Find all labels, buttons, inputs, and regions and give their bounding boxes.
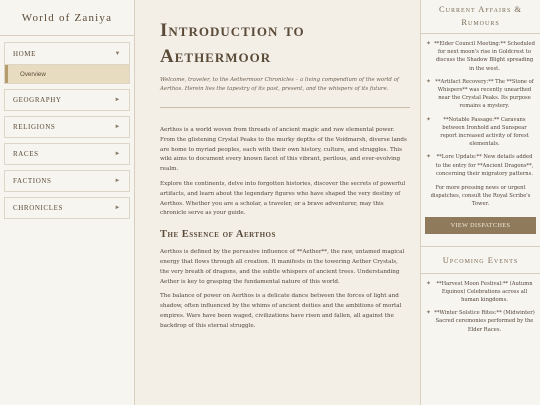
- view-dispatches-button[interactable]: VIEW DISPATCHES: [425, 217, 536, 234]
- list-item: [426, 40, 535, 73]
- nav-item-chronicles[interactable]: [4, 197, 130, 219]
- nav-item-label: FACTIONS: [13, 177, 52, 185]
- page-title-line-2: Aethermoor: [160, 46, 272, 67]
- main-nav: [0, 36, 134, 219]
- nav-group-home: [4, 42, 130, 84]
- list-item-text: **Lore Update:** New details added to the entry for **Ancient Dragons**, concerning their migratory patterns.: [435, 154, 534, 177]
- section-heading: The Essence of Aerthos: [160, 229, 276, 241]
- star-icon: ✦: [426, 279, 432, 287]
- star-icon: ✦: [426, 309, 432, 317]
- list-item-text: **Winter Solstice Rites:** (Midwinter) Sacred ceremonies performed by the Elder Races.: [434, 310, 535, 333]
- essence-paragraph-1: Aerthos is defined by the pervasive influence of **Aether**, the raw, untamed magical energy that flows through all creation. It manifests in the towering Aether Crystals, the very breath of dragons, and the subtle whispers of ancient trees. Understanding Aether is key to grasping the fundamental nature of this world.: [160, 249, 405, 285]
- nav-item-factions[interactable]: [4, 170, 130, 192]
- list-item-text: **Notable Passage:** Caravans between Ironhold and Sunspear report increased activity of forest elementals.: [440, 116, 529, 148]
- nav-item-label: HOME: [13, 49, 37, 58]
- main-content: [135, 0, 420, 405]
- list-item: [426, 116, 535, 149]
- nav-item-label: CHRONICLES: [13, 204, 63, 212]
- dispatch-note: For more pressing news or urgent dispatches, consult the Royal Scribe's Tower.: [430, 185, 531, 208]
- page-title-line-1: Introduction to: [160, 20, 305, 41]
- star-icon: ✦: [426, 115, 432, 123]
- nav-item-label: RELIGIONS: [13, 123, 56, 131]
- nav-subitem-overview[interactable]: Overview: [5, 65, 129, 83]
- list-item: [426, 78, 535, 111]
- intro-paragraph-1: Aerthos is a world woven from threads of ancient magic and raw elemental power. From the glistening Crystal Peaks to the murky depths of the Voidmarsh, diverse lands are home to myriad peoples, each with their own history, culture, and struggles. This wiki aims to document every known facet of this vibrant, perilous, and ever-evolving realm.: [160, 127, 407, 173]
- divider: [160, 107, 410, 108]
- star-icon: ✦: [426, 77, 432, 85]
- chevron-right-icon: ►: [114, 124, 121, 130]
- left-sidebar: [0, 0, 135, 405]
- nav-item-label: GEOGRAPHY: [13, 96, 62, 104]
- page-subtitle: Welcome, traveler, to the Aethermoor Chronicles – a living compendium of the world of Aerthos. Herein lies the tapestry of its past, present, and the whispers of its future.: [160, 77, 399, 92]
- list-item-text: **Elder Council Meeting:** Scheduled for next moon's rise in Goldcrest to discuss the Shadow Blight spreading in the west.: [434, 41, 535, 72]
- list-item: [426, 280, 535, 305]
- chevron-right-icon: ►: [114, 178, 121, 184]
- chevron-down-icon: ▼: [114, 50, 121, 57]
- site-brand[interactable]: World of Zaniya: [0, 0, 134, 36]
- events-heading: Upcoming Events: [421, 247, 540, 274]
- nav-item-geography[interactable]: [4, 89, 130, 111]
- chevron-right-icon: ►: [114, 97, 121, 103]
- nav-item-home[interactable]: [5, 43, 129, 65]
- list-item: [426, 153, 535, 178]
- chevron-right-icon: ►: [114, 151, 121, 157]
- nav-item-religions[interactable]: [4, 116, 130, 138]
- events-list: [421, 274, 540, 334]
- chevron-right-icon: ►: [114, 205, 121, 211]
- page-title: [160, 18, 408, 70]
- star-icon: ✦: [426, 153, 432, 161]
- list-item-text: **Harvest Moon Festival:** (Autumn Equinox) Celebrations across all human kingdoms.: [436, 280, 533, 304]
- essence-paragraph-2: The balance of power on Aerthos is a delicate dance between the forces of light and shadow, often influenced by the whims of ancient deities and the ambitions of mortal empires. Wars have been waged, civilizations have risen and fallen, all against the backdrop of this eternal struggle.: [160, 293, 402, 329]
- intro-paragraph-2: Explore the continents, delve into forgotten histories, discover the secrets of powerful artifacts, and learn about the legendary figures who have shaped the very destiny of Aerthos. Whether you are a scholar, a traveler, or a brave adventurer, may this chronicle serve as your guide.: [160, 180, 406, 217]
- star-icon: ✦: [426, 40, 432, 47]
- affairs-list: [421, 34, 540, 178]
- right-sidebar: [420, 0, 540, 405]
- list-item: [426, 309, 535, 334]
- list-item-text: **Artifact Recovery:** The **Stone of Whispers** was recently unearthed near the Crystal Peaks. Its purpose remains a mystery.: [435, 78, 534, 110]
- nav-item-races[interactable]: [4, 143, 130, 165]
- nav-item-label: RACES: [13, 150, 39, 158]
- affairs-heading: Current Affairs & Rumours: [421, 0, 540, 34]
